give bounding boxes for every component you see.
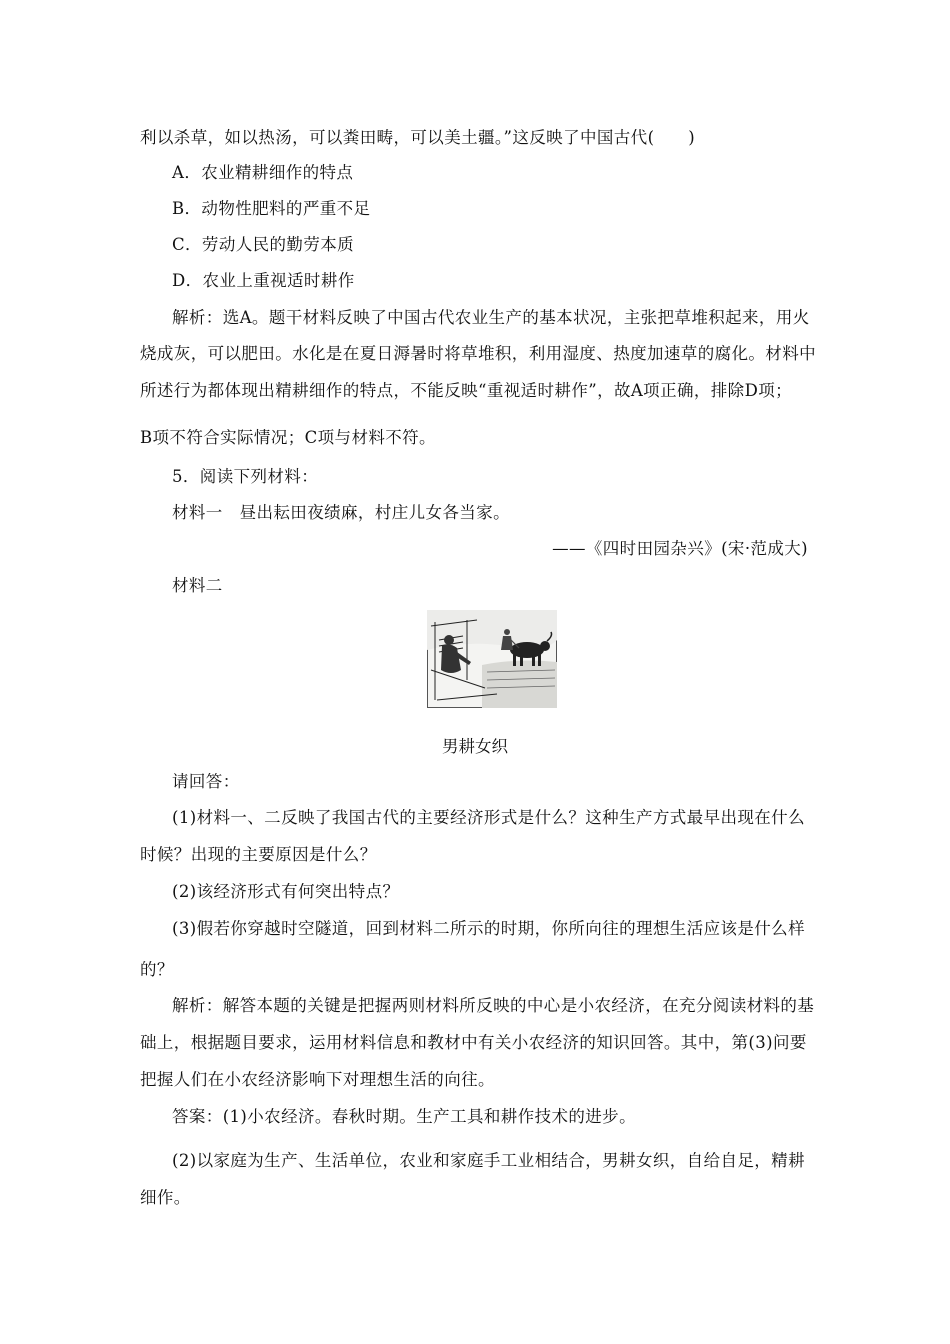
q4-option-d: D．农业上重视适时耕作 — [172, 271, 355, 290]
q5-analysis-line: 础上，根据题目要求，运用材料信息和教材中有关小农经济的知识回答。其中，第(3)问要 — [140, 1033, 807, 1052]
q5-question-line: (2)该经济形式有何突出特点？ — [172, 882, 400, 901]
material-1: 材料一 昼出耘田夜绩麻，村庄儿女各当家。 — [172, 503, 510, 522]
q5-question-line: (1)材料一、二反映了我国古代的主要经济形式是什么？这种生产方式最早出现在什么 — [172, 808, 805, 827]
q5-answer-line: 细作。 — [140, 1188, 191, 1207]
q4-option-b: B．动物性肥料的严重不足 — [172, 199, 371, 218]
q5-title: 5．阅读下列材料： — [172, 467, 319, 486]
q5-analysis-line: 解析：解答本题的关键是把握两则材料所反映的中心是小农经济，在充分阅读材料的基 — [172, 996, 815, 1015]
material-1-source: ——《四时田园杂兴》(宋·范成大) — [552, 539, 808, 558]
q5-question-line: 的？ — [140, 960, 174, 979]
q5-question-line: 时候？出现的主要原因是什么？ — [140, 845, 377, 864]
q4-option-a: A．农业精耕细作的特点 — [172, 163, 354, 182]
q5-prompt: 请回答： — [172, 772, 240, 791]
material-2-label: 材料二 — [172, 576, 223, 595]
q4-analysis-line: 烧成灰，可以肥田。水化是在夏日溽暑时将草堆积，利用湿度、热度加速草的腐化。材料中 — [140, 344, 816, 363]
q4-option-c: C．劳动人民的勤劳本质 — [172, 235, 355, 254]
q4-analysis-line: 所述行为都体现出精耕细作的特点，不能反映“重视适时耕作”，故A项正确，排除D项； — [140, 381, 793, 400]
q5-answer-line: (2)以家庭为生产、生活单位，农业和家庭手工业相结合，男耕女织，自给自足，精耕 — [172, 1151, 805, 1170]
q5-answer-line: 答案：(1)小农经济。春秋时期。生产工具和耕作技术的进步。 — [172, 1107, 636, 1126]
figure-caption: 男耕女织 — [442, 737, 508, 756]
farming-weaving-illustration — [427, 610, 557, 708]
q4-analysis-line: 解析：选A。题干材料反映了中国古代农业生产的基本状况，主张把草堆积起来，用火 — [172, 308, 810, 327]
q4-analysis-line: B项不符合实际情况；C项与材料不符。 — [140, 428, 436, 447]
q5-question-line: (3)假若你穿越时空隧道，回到材料二所示的时期，你所向往的理想生活应该是什么样 — [172, 919, 805, 938]
q4-stem-tail: 利以杀草，如以热汤，可以粪田畴，可以美土疆。”这反映了中国古代( ) — [140, 128, 696, 147]
q5-analysis-line: 把握人们在小农经济影响下对理想生活的向往。 — [140, 1070, 495, 1089]
